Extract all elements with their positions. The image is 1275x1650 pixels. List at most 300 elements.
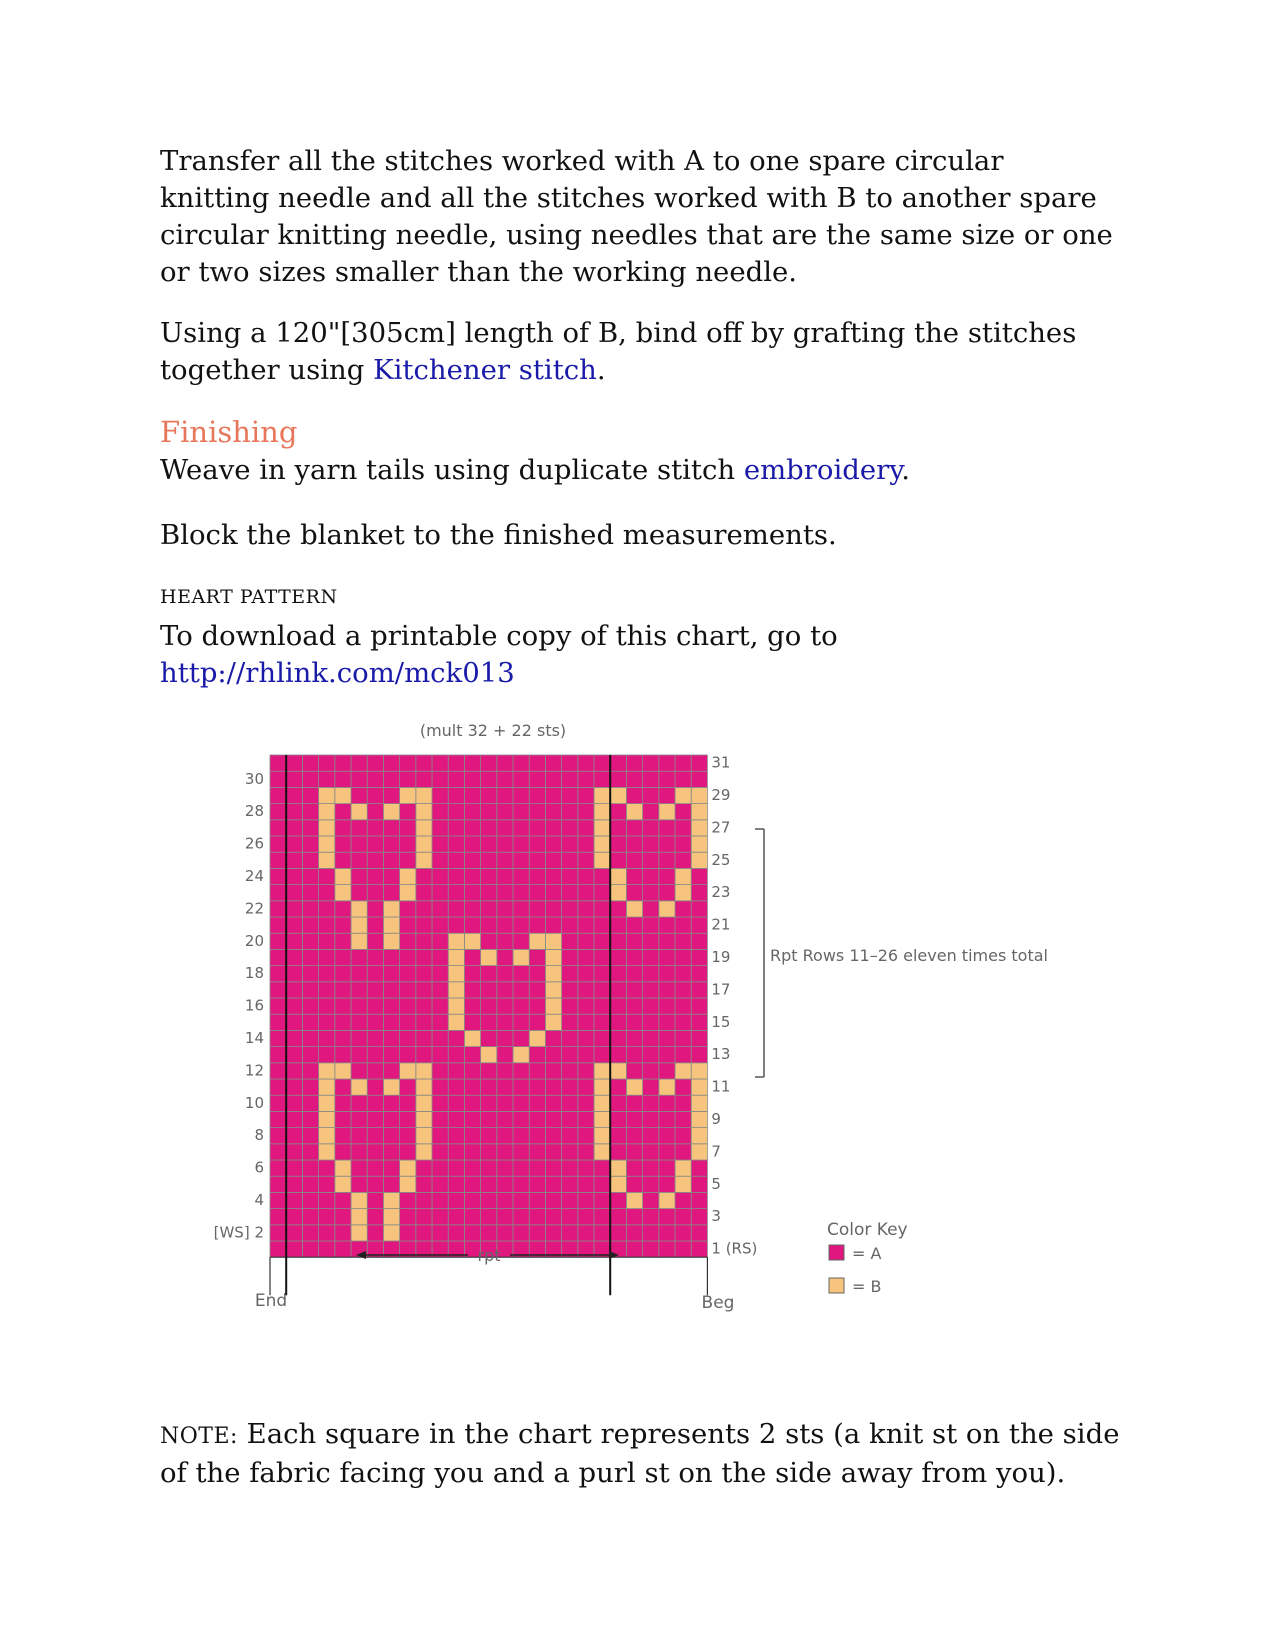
chart-cell: [286, 852, 302, 868]
chart-cell: [529, 1030, 545, 1046]
chart-cell: [319, 1095, 335, 1111]
chart-cell: [578, 966, 594, 982]
chart-cell: [383, 1209, 399, 1225]
chart-cell: [691, 1014, 707, 1030]
chart-cell: [610, 804, 626, 820]
chart-cell: [400, 804, 416, 820]
chart-cell: [335, 1047, 351, 1063]
chart-cell: [626, 1144, 642, 1160]
chart-cell: [545, 820, 561, 836]
chart-cell: [432, 1095, 448, 1111]
chart-cell: [659, 755, 675, 771]
chart-cell: [302, 1128, 318, 1144]
chart-cell: [319, 1160, 335, 1176]
chart-cell: [416, 998, 432, 1014]
chart-cell: [302, 820, 318, 836]
chart-cell: [286, 868, 302, 884]
chart-cell: [335, 949, 351, 965]
chart-cell: [335, 836, 351, 852]
chart-cell: [464, 787, 480, 803]
chart-cell: [270, 1079, 286, 1095]
chart-cell: [335, 804, 351, 820]
chart-cell: [481, 885, 497, 901]
chart-cell: [659, 771, 675, 787]
chart-cell: [302, 901, 318, 917]
chart-cell: [545, 885, 561, 901]
chart-cell: [594, 1014, 610, 1030]
chart-svg: [0, 700, 1275, 1340]
chart-cell: [286, 820, 302, 836]
chart-cell: [610, 917, 626, 933]
chart-cell: [513, 966, 529, 982]
chart-cell: [270, 1144, 286, 1160]
chart-cell: [659, 1144, 675, 1160]
chart-cell: [481, 820, 497, 836]
chart-cell: [351, 1047, 367, 1063]
finishing-heading: Finishing: [160, 415, 298, 449]
chart-cell: [448, 804, 464, 820]
chart-cell: [432, 966, 448, 982]
chart-cell: [578, 901, 594, 917]
chart-cell: [562, 901, 578, 917]
chart-cell: [367, 1144, 383, 1160]
chart-cell: [497, 1144, 513, 1160]
chart-cell: [610, 1160, 626, 1176]
chart-cell: [319, 1030, 335, 1046]
chart-cell: [448, 1144, 464, 1160]
chart-cell: [659, 1079, 675, 1095]
chart-cell: [594, 982, 610, 998]
chart-cell: [270, 901, 286, 917]
left-row-label: 26: [244, 834, 264, 853]
chart-cell: [659, 1111, 675, 1127]
chart-cell: [610, 852, 626, 868]
chart-cell: [529, 1144, 545, 1160]
chart-cell: [610, 1128, 626, 1144]
chart-cell: [319, 1176, 335, 1192]
chart-cell: [545, 1144, 561, 1160]
chart-cell: [626, 771, 642, 787]
chart-cell: [626, 1209, 642, 1225]
chart-cell: [286, 1241, 302, 1257]
right-row-label: 29: [711, 786, 731, 805]
chart-cell: [529, 787, 545, 803]
chart-cell: [416, 868, 432, 884]
chart-cell: [562, 1192, 578, 1208]
chart-cell: [335, 933, 351, 949]
chart-cell: [286, 771, 302, 787]
rpt-rows-label: Rpt Rows 11–26 eleven times total: [770, 946, 1048, 965]
chart-cell: [319, 787, 335, 803]
key-b-label: = B: [852, 1277, 882, 1296]
chart-cell: [594, 1128, 610, 1144]
chart-cell: [319, 852, 335, 868]
chart-cell: [302, 787, 318, 803]
chart-cell: [513, 982, 529, 998]
chart-cell: [594, 1144, 610, 1160]
chart-cell: [594, 1176, 610, 1192]
chart-cell: [400, 966, 416, 982]
chart-cell: [562, 804, 578, 820]
chart-cell: [610, 755, 626, 771]
chart-cell: [464, 998, 480, 1014]
chart-cell: [351, 868, 367, 884]
chart-cell: [416, 933, 432, 949]
chart-cell: [367, 1111, 383, 1127]
chart-cell: [367, 820, 383, 836]
chart-cell: [497, 836, 513, 852]
chart-cell: [286, 1192, 302, 1208]
chart-cell: [610, 901, 626, 917]
embroidery-link[interactable]: embroidery: [743, 454, 902, 486]
chart-cell: [578, 1160, 594, 1176]
chart-cell: [432, 1063, 448, 1079]
chart-cell: [497, 804, 513, 820]
chart-cell: [562, 949, 578, 965]
chart-cell: [319, 1111, 335, 1127]
chart-cell: [286, 787, 302, 803]
chart-cell: [270, 820, 286, 836]
chart-cell: [270, 885, 286, 901]
chart-cell: [529, 1111, 545, 1127]
chart-cell: [594, 1030, 610, 1046]
chart-cell: [659, 1160, 675, 1176]
chart-cell: [691, 982, 707, 998]
chart-cell: [400, 1063, 416, 1079]
chart-cell: [383, 1160, 399, 1176]
chart-cell: [610, 885, 626, 901]
chart-cell: [643, 1047, 659, 1063]
chart-cell: [529, 755, 545, 771]
chart-cell: [432, 885, 448, 901]
paragraph-block: Block the blanket to the finished measurements.: [160, 519, 837, 551]
chart-cell: [351, 982, 367, 998]
chart-cell: [691, 1176, 707, 1192]
chart-cell: [432, 1047, 448, 1063]
chart-cell: [286, 1225, 302, 1241]
chart-cell: [383, 804, 399, 820]
chart-cell: [643, 917, 659, 933]
chart-cell: [383, 771, 399, 787]
chart-cell: [643, 771, 659, 787]
chart-cell: [675, 1079, 691, 1095]
chart-cell: [675, 885, 691, 901]
chart-cell: [464, 820, 480, 836]
chart-cell: [513, 771, 529, 787]
chart-cell: [448, 787, 464, 803]
chart-cell: [691, 1030, 707, 1046]
chart-cell: [432, 998, 448, 1014]
chart-cell: [529, 1209, 545, 1225]
chart-cell: [643, 998, 659, 1014]
chart-cell: [513, 1063, 529, 1079]
chart-cell: [335, 1225, 351, 1241]
chart-cell: [302, 1030, 318, 1046]
chart-cell: [578, 1176, 594, 1192]
chart-cell: [610, 1079, 626, 1095]
chart-cell: [383, 1225, 399, 1241]
chart-cell: [513, 917, 529, 933]
chart-cell: [545, 1160, 561, 1176]
chart-cell: [270, 1030, 286, 1046]
chart-cell: [270, 771, 286, 787]
chart-cell: [319, 1225, 335, 1241]
chart-cell: [691, 1209, 707, 1225]
chart-cell: [481, 1209, 497, 1225]
chart-cell: [513, 852, 529, 868]
chart-cell: [432, 1192, 448, 1208]
chart-cell: [302, 1241, 318, 1257]
chart-cell: [594, 1079, 610, 1095]
chart-cell: [416, 885, 432, 901]
chart-cell: [691, 998, 707, 1014]
chart-cell: [302, 1079, 318, 1095]
chart-cell: [319, 1079, 335, 1095]
chart-cell: [481, 1047, 497, 1063]
chart-cell: [448, 1111, 464, 1127]
chart-cell: [448, 966, 464, 982]
chart-cell: [497, 966, 513, 982]
chart-cell: [464, 1160, 480, 1176]
chart-cell: [367, 1192, 383, 1208]
chart-cell: [691, 1111, 707, 1127]
right-row-label: 1 (RS): [711, 1239, 758, 1258]
chart-cell: [367, 1095, 383, 1111]
chart-cell: [335, 966, 351, 982]
chart-cell: [367, 1128, 383, 1144]
chart-cell: [416, 1030, 432, 1046]
chart-cell: [481, 933, 497, 949]
chart-cell: [367, 836, 383, 852]
chart-cell: [270, 917, 286, 933]
chart-cell: [691, 755, 707, 771]
chart-cell: [432, 1144, 448, 1160]
chart-cell: [497, 1014, 513, 1030]
chart-cell: [383, 1192, 399, 1208]
left-row-label: 24: [244, 867, 264, 886]
chart-cell: [335, 917, 351, 933]
chart-cell: [626, 1241, 642, 1257]
chart-cell: [497, 885, 513, 901]
chart-cell: [594, 868, 610, 884]
chart-cell: [562, 933, 578, 949]
chart-cell: [562, 1095, 578, 1111]
chart-cell: [643, 804, 659, 820]
chart-cell: [545, 1030, 561, 1046]
chart-cell: [383, 1128, 399, 1144]
chart-cell: [319, 1063, 335, 1079]
note-label: NOTE:: [160, 1424, 238, 1449]
chart-cell: [691, 820, 707, 836]
chart-cell: [302, 852, 318, 868]
chart-cell: [351, 1111, 367, 1127]
chart-cell: [691, 771, 707, 787]
chart-cell: [286, 885, 302, 901]
chart-cell: [626, 966, 642, 982]
chart-cell: [286, 1030, 302, 1046]
left-row-label: 18: [244, 964, 264, 983]
chart-cell: [594, 966, 610, 982]
chart-cell: [578, 1014, 594, 1030]
chart-cell: [335, 885, 351, 901]
chart-cell: [270, 933, 286, 949]
chart-cell: [448, 820, 464, 836]
chart-cell: [643, 1144, 659, 1160]
chart-cell: [351, 1144, 367, 1160]
chart-cell: [400, 1128, 416, 1144]
chart-cell: [675, 755, 691, 771]
right-row-label: 23: [711, 883, 731, 902]
chart-heading: HEART PATTERN: [160, 586, 338, 608]
right-row-label: 5: [711, 1174, 721, 1193]
chart-cell: [302, 1176, 318, 1192]
chart-cell: [610, 1063, 626, 1079]
paragraph-transfer: Transfer all the stitches worked with A to one spare circular knitting needle and all the stitches worked with B to another spare circular knitting needle, using needles that are the same size or one or two sizes smaller than the working needle.: [160, 145, 1113, 288]
chart-cell: [578, 1128, 594, 1144]
chart-cell: [416, 1209, 432, 1225]
download-text: To download a printable copy of this chart, go to: [160, 620, 838, 652]
chart-cell: [367, 1047, 383, 1063]
chart-cell: [335, 755, 351, 771]
chart-cell: [626, 1176, 642, 1192]
chart-cell: [270, 1176, 286, 1192]
chart-cell: [335, 787, 351, 803]
chart-cell: [351, 1063, 367, 1079]
chart-cell: [319, 949, 335, 965]
chart-download-link[interactable]: http://rhlink.com/mck013: [160, 657, 515, 689]
chart-cell: [626, 885, 642, 901]
chart-cell: [302, 885, 318, 901]
left-row-label: 12: [244, 1061, 264, 1080]
chart-cell: [513, 787, 529, 803]
chart-cell: [335, 1192, 351, 1208]
chart-cell: [270, 949, 286, 965]
chart-cell: [691, 1047, 707, 1063]
chart-cell: [302, 868, 318, 884]
chart-cell: [626, 998, 642, 1014]
chart-cell: [594, 852, 610, 868]
right-row-label: 27: [711, 818, 731, 837]
chart-cell: [351, 1209, 367, 1225]
chart-cell: [659, 1209, 675, 1225]
chart-cell: [367, 1160, 383, 1176]
chart-cell: [400, 917, 416, 933]
chart-cell: [302, 1111, 318, 1127]
chart-cell: [529, 852, 545, 868]
chart-cell: [643, 755, 659, 771]
chart-cell: [545, 1192, 561, 1208]
chart-cell: [529, 901, 545, 917]
chart-cell: [367, 755, 383, 771]
chart-cell: [383, 982, 399, 998]
chart-cell: [416, 755, 432, 771]
chart-cell: [270, 1209, 286, 1225]
chart-cell: [497, 917, 513, 933]
chart-cell: [383, 1047, 399, 1063]
chart-cell: [497, 820, 513, 836]
chart-cell: [626, 1095, 642, 1111]
chart-cell: [383, 1079, 399, 1095]
chart-cell: [335, 1160, 351, 1176]
chart-cell: [481, 917, 497, 933]
chart-cell: [464, 1030, 480, 1046]
chart-cell: [643, 868, 659, 884]
chart-cell: [513, 1111, 529, 1127]
chart-cell: [626, 1128, 642, 1144]
chart-cell: [432, 982, 448, 998]
chart-cell: [513, 1144, 529, 1160]
chart-cell: [529, 1225, 545, 1241]
chart-cell: [481, 1079, 497, 1095]
chart-cell: [481, 949, 497, 965]
chart-cell: [464, 836, 480, 852]
chart-cell: [675, 1128, 691, 1144]
chart-cell: [610, 1014, 626, 1030]
chart-cell: [270, 982, 286, 998]
chart-cell: [464, 1079, 480, 1095]
chart-cell: [610, 1095, 626, 1111]
chart-cell: [464, 868, 480, 884]
chart-cell: [513, 1079, 529, 1095]
chart-cell: [400, 1225, 416, 1241]
chart-cell: [691, 966, 707, 982]
chart-cell: [481, 787, 497, 803]
chart-cell: [351, 1030, 367, 1046]
chart-cell: [351, 1128, 367, 1144]
chart-cell: [643, 1014, 659, 1030]
chart-cell: [383, 1095, 399, 1111]
chart-cell: [481, 852, 497, 868]
chart-cell: [610, 868, 626, 884]
color-key-title: Color Key: [827, 1220, 908, 1240]
chart-cell: [302, 998, 318, 1014]
chart-cell: [643, 949, 659, 965]
chart-cell: [594, 1063, 610, 1079]
chart-cell: [351, 804, 367, 820]
chart-cell: [562, 1063, 578, 1079]
chart-cell: [335, 771, 351, 787]
chart-cell: [578, 771, 594, 787]
chart-cell: [691, 868, 707, 884]
chart-cell: [626, 982, 642, 998]
chart-cell: [270, 1095, 286, 1111]
chart-cell: [383, 949, 399, 965]
chart-cell: [578, 1225, 594, 1241]
chart-cell: [448, 1209, 464, 1225]
chart-cell: [659, 1176, 675, 1192]
right-row-label: 13: [711, 1045, 731, 1064]
chart-cell: [383, 917, 399, 933]
chart-cell: [367, 949, 383, 965]
chart-cell: [529, 998, 545, 1014]
chart-cell: [513, 1160, 529, 1176]
chart-cell: [529, 1160, 545, 1176]
chart-cell: [562, 966, 578, 982]
chart-cell: [416, 1063, 432, 1079]
chart-cell: [416, 1144, 432, 1160]
chart-cell: [302, 771, 318, 787]
chart-cell: [319, 1241, 335, 1257]
chart-cell: [270, 852, 286, 868]
kitchener-stitch-link[interactable]: Kitchener stitch: [373, 354, 597, 386]
chart-cell: [578, 852, 594, 868]
chart-cell: [448, 1192, 464, 1208]
chart-cell: [351, 1079, 367, 1095]
chart-cell: [400, 982, 416, 998]
chart-cell: [691, 1079, 707, 1095]
chart-cell: [513, 1128, 529, 1144]
chart-cell: [562, 836, 578, 852]
